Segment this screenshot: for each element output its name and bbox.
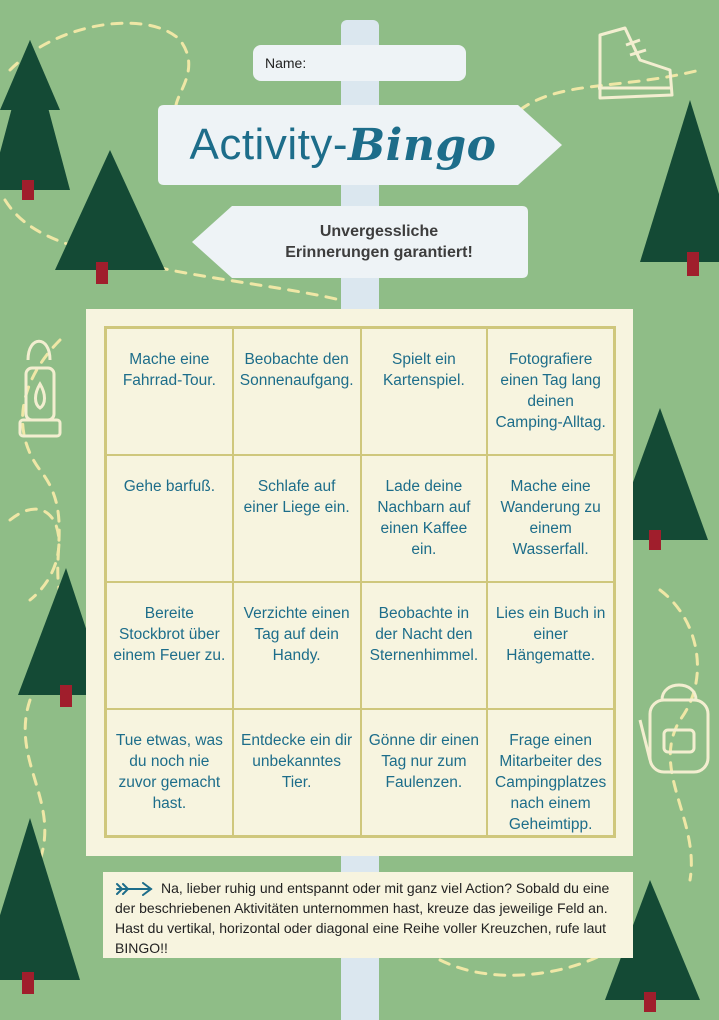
bingo-cell[interactable]: Gönne dir einen Tag nur zum Faulenzen. xyxy=(361,709,488,836)
lantern-icon xyxy=(20,341,60,436)
bingo-cell[interactable]: Mache eine Wanderung zu einem Wasserfall. xyxy=(487,455,614,582)
subtitle-line-2: Erinnerungen garantiert! xyxy=(285,244,473,261)
title-activity: Activity- xyxy=(189,120,348,169)
bingo-cell[interactable]: Tue etwas, was du noch nie zuvor gemacht hast. xyxy=(106,709,233,836)
bingo-cell[interactable]: Mache eine Fahrrad-Tour. xyxy=(106,328,233,455)
bingo-grid xyxy=(104,326,616,838)
backpack-icon xyxy=(640,685,708,772)
arrow-icon xyxy=(115,882,155,896)
subtitle xyxy=(230,206,528,278)
bingo-cell[interactable]: Beobachte in der Nacht den Sternenhimmel. xyxy=(361,582,488,709)
bingo-cell[interactable]: Lade deine Nachbarn auf einen Kaffee ein. xyxy=(361,455,488,582)
tree-icon-2 xyxy=(55,150,165,284)
title-bingo: Bingo xyxy=(347,119,497,171)
instructions-box xyxy=(103,872,633,958)
bingo-cell[interactable]: Gehe barfuß. xyxy=(106,455,233,582)
instructions-text: Na, lieber ruhig und entspannt oder mit ganz viel Action? Sobald du eine der beschriebenen Aktivitäten unternommen hast, kreuze das jeweilige Feld an. Hast du vertikal, horizontal oder diagonal eine Reihe voller Kreuzchen, rufe laut BINGO!! xyxy=(115,880,610,956)
bingo-cell[interactable]: Entdecke ein dir unbekanntes Tier. xyxy=(233,709,361,836)
bingo-cell[interactable]: Lies ein Buch in einer Hängematte. xyxy=(487,582,614,709)
tree-icon-1 xyxy=(0,40,70,200)
page-title xyxy=(158,105,528,185)
tree-icon-3 xyxy=(640,100,719,276)
bingo-cell[interactable]: Beobachte den Sonnenaufgang. xyxy=(233,328,361,455)
tree-icon-6 xyxy=(0,818,80,994)
bingo-cell[interactable]: Verzichte einen Tag auf dein Handy. xyxy=(233,582,361,709)
bingo-cell[interactable]: Schlafe auf einer Liege ein. xyxy=(233,455,361,582)
bingo-cell[interactable]: Frage einen Mitarbeiter des Campingplatzes nach einem Geheimtipp. xyxy=(487,709,614,836)
boot-icon xyxy=(598,28,672,98)
name-label: Name: xyxy=(265,55,307,71)
bingo-cell[interactable]: Spielt ein Kartenspiel. xyxy=(361,328,488,455)
name-field[interactable] xyxy=(253,45,466,81)
bingo-cell[interactable]: Fotografiere einen Tag lang deinen Camping-Alltag. xyxy=(487,328,614,455)
subtitle-line-1: Unvergessliche xyxy=(319,223,439,240)
bingo-cell[interactable]: Bereite Stockbrot über einem Feuer zu. xyxy=(106,582,233,709)
